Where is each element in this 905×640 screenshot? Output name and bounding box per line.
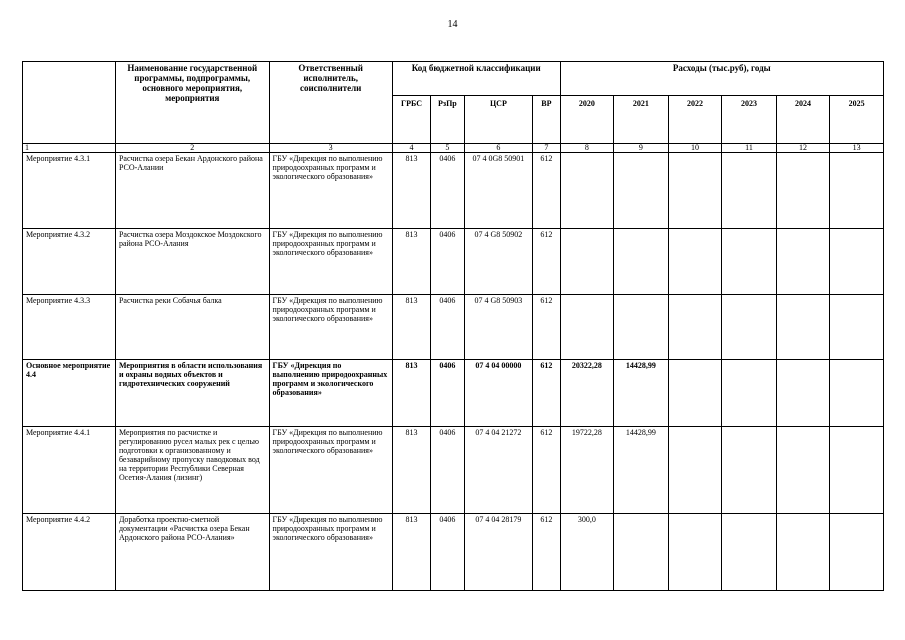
row-2024-cell <box>776 360 830 427</box>
row-code-cell: Мероприятие 4.3.3 <box>23 295 116 360</box>
row-2025-cell <box>830 153 884 229</box>
header-csr: ЦСР <box>464 96 533 144</box>
table-row <box>23 229 884 295</box>
row-2023-cell <box>722 514 777 591</box>
header-year-2020: 2020 <box>560 96 614 144</box>
row-2024-cell <box>776 153 830 229</box>
row-rzpr-cell: 0406 <box>431 514 464 591</box>
header-year-2024: 2024 <box>776 96 830 144</box>
header-name: Наименование государственной программы, подпрограммы, основного мероприятия, мероприятия <box>115 62 269 144</box>
column-number: 4 <box>392 144 430 153</box>
column-number: 12 <box>776 144 830 153</box>
row-2024-cell <box>776 229 830 295</box>
row-rzpr-cell: 0406 <box>431 295 464 360</box>
header-year-2025: 2025 <box>830 96 884 144</box>
row-2025-cell <box>830 427 884 514</box>
row-2025-cell <box>830 295 884 360</box>
row-2021-cell: 14428,99 <box>614 427 669 514</box>
header-grbs: ГРБС <box>392 96 430 144</box>
column-number: 2 <box>115 144 269 153</box>
row-code-cell: Основное мероприятие 4.4 <box>23 360 116 427</box>
row-name-cell: Мероприятия в области использования и охраны водных объектов и гидротехнических сооружений <box>115 360 269 427</box>
row-2022-cell <box>668 153 722 229</box>
row-2021-cell: 14428,99 <box>614 360 669 427</box>
header-code <box>23 62 116 144</box>
column-number: 11 <box>722 144 777 153</box>
row-name-cell: Расчистка озера Бекан Ардонского района РСО-Алании <box>115 153 269 229</box>
row-csr-cell: 07 4 04 00000 <box>464 360 533 427</box>
row-2025-cell <box>830 229 884 295</box>
row-2022-cell <box>668 295 722 360</box>
column-number: 8 <box>560 144 614 153</box>
row-2020-cell: 19722,28 <box>560 427 614 514</box>
header-expenses: Расходы (тыс.руб), годы <box>560 62 883 96</box>
column-number: 3 <box>269 144 392 153</box>
row-rzpr-cell: 0406 <box>431 427 464 514</box>
row-grbs-cell: 813 <box>392 153 430 229</box>
row-name-cell: Расчистка реки Собачья балка <box>115 295 269 360</box>
row-2022-cell <box>668 229 722 295</box>
header-year-2023: 2023 <box>722 96 777 144</box>
row-2021-cell <box>614 295 669 360</box>
header-responsible: Ответственный исполнитель, соисполнители <box>269 62 392 144</box>
column-number: 6 <box>464 144 533 153</box>
row-2023-cell <box>722 295 777 360</box>
row-vr-cell: 612 <box>533 360 560 427</box>
row-2020-cell <box>560 153 614 229</box>
row-2021-cell <box>614 514 669 591</box>
row-rzpr-cell: 0406 <box>431 153 464 229</box>
row-2023-cell <box>722 427 777 514</box>
row-2022-cell <box>668 427 722 514</box>
column-number: 7 <box>533 144 560 153</box>
table-row <box>23 427 884 514</box>
row-vr-cell: 612 <box>533 229 560 295</box>
header-row-top <box>23 62 884 96</box>
column-number: 1 <box>23 144 116 153</box>
row-vr-cell: 612 <box>533 295 560 360</box>
row-grbs-cell: 813 <box>392 427 430 514</box>
row-2025-cell <box>830 360 884 427</box>
row-responsible-cell: ГБУ «Дирекция по выполнению природоохранных программ и экологического образования» <box>269 295 392 360</box>
row-grbs-cell: 813 <box>392 360 430 427</box>
row-rzpr-cell: 0406 <box>431 229 464 295</box>
row-csr-cell: 07 4 04 21272 <box>464 427 533 514</box>
budget-table <box>22 61 884 591</box>
row-responsible-cell: ГБУ «Дирекция по выполнению природоохранных программ и экологического образования» <box>269 229 392 295</box>
row-code-cell: Мероприятие 4.4.1 <box>23 427 116 514</box>
column-number: 9 <box>614 144 669 153</box>
row-rzpr-cell: 0406 <box>431 360 464 427</box>
row-responsible-cell: ГБУ «Дирекция по выполнению природоохранных программ и экологического образования» <box>269 360 392 427</box>
row-2020-cell <box>560 229 614 295</box>
row-2023-cell <box>722 229 777 295</box>
row-2020-cell: 300,0 <box>560 514 614 591</box>
row-2024-cell <box>776 427 830 514</box>
row-name-cell: Расчистка озера Моздокское Моздокского района РСО-Алания <box>115 229 269 295</box>
row-2023-cell <box>722 360 777 427</box>
table-row <box>23 360 884 427</box>
row-csr-cell: 07 4 04 28179 <box>464 514 533 591</box>
header-year-2021: 2021 <box>614 96 669 144</box>
row-grbs-cell: 813 <box>392 514 430 591</box>
table-row <box>23 514 884 591</box>
column-number: 13 <box>830 144 884 153</box>
row-2022-cell <box>668 360 722 427</box>
page-number: 14 <box>447 19 458 30</box>
row-2020-cell <box>560 295 614 360</box>
row-2025-cell <box>830 514 884 591</box>
row-responsible-cell: ГБУ «Дирекция по выполнению природоохранных программ и экологического образования» <box>269 514 392 591</box>
row-grbs-cell: 813 <box>392 295 430 360</box>
column-number: 5 <box>431 144 464 153</box>
row-vr-cell: 612 <box>533 514 560 591</box>
row-vr-cell: 612 <box>533 153 560 229</box>
row-csr-cell: 07 4 0G8 50901 <box>464 153 533 229</box>
row-csr-cell: 07 4 G8 50903 <box>464 295 533 360</box>
row-2021-cell <box>614 229 669 295</box>
row-code-cell: Мероприятие 4.4.2 <box>23 514 116 591</box>
row-2023-cell <box>722 153 777 229</box>
row-responsible-cell: ГБУ «Дирекция по выполнению природоохранных программ и экологического образования» <box>269 427 392 514</box>
column-number-row <box>23 144 884 153</box>
row-2024-cell <box>776 295 830 360</box>
row-csr-cell: 07 4 G8 50902 <box>464 229 533 295</box>
row-2020-cell: 20322,28 <box>560 360 614 427</box>
row-code-cell: Мероприятие 4.3.1 <box>23 153 116 229</box>
row-2022-cell <box>668 514 722 591</box>
header-rzpr: РзПр <box>431 96 464 144</box>
table-row <box>23 153 884 229</box>
row-2021-cell <box>614 153 669 229</box>
row-name-cell: Доработка проектно-сметной документации «Расчистка озера Бекан Ардонского района РСО-Алания» <box>115 514 269 591</box>
column-number: 10 <box>668 144 722 153</box>
header-year-2022: 2022 <box>668 96 722 144</box>
row-responsible-cell: ГБУ «Дирекция по выполнению природоохранных программ и экологического образования» <box>269 153 392 229</box>
row-grbs-cell: 813 <box>392 229 430 295</box>
row-name-cell: Мероприятия по расчистке и регулированию русел малых рек с целью подготовки к организованному и безаварийному пропуску паводковых вод на территории Республики Северная Осетия-Алания (лизинг) <box>115 427 269 514</box>
row-2024-cell <box>776 514 830 591</box>
row-vr-cell: 612 <box>533 427 560 514</box>
table-row <box>23 295 884 360</box>
header-vr: ВР <box>533 96 560 144</box>
row-code-cell: Мероприятие 4.3.2 <box>23 229 116 295</box>
header-budget-code: Код бюджетной классификации <box>392 62 560 96</box>
